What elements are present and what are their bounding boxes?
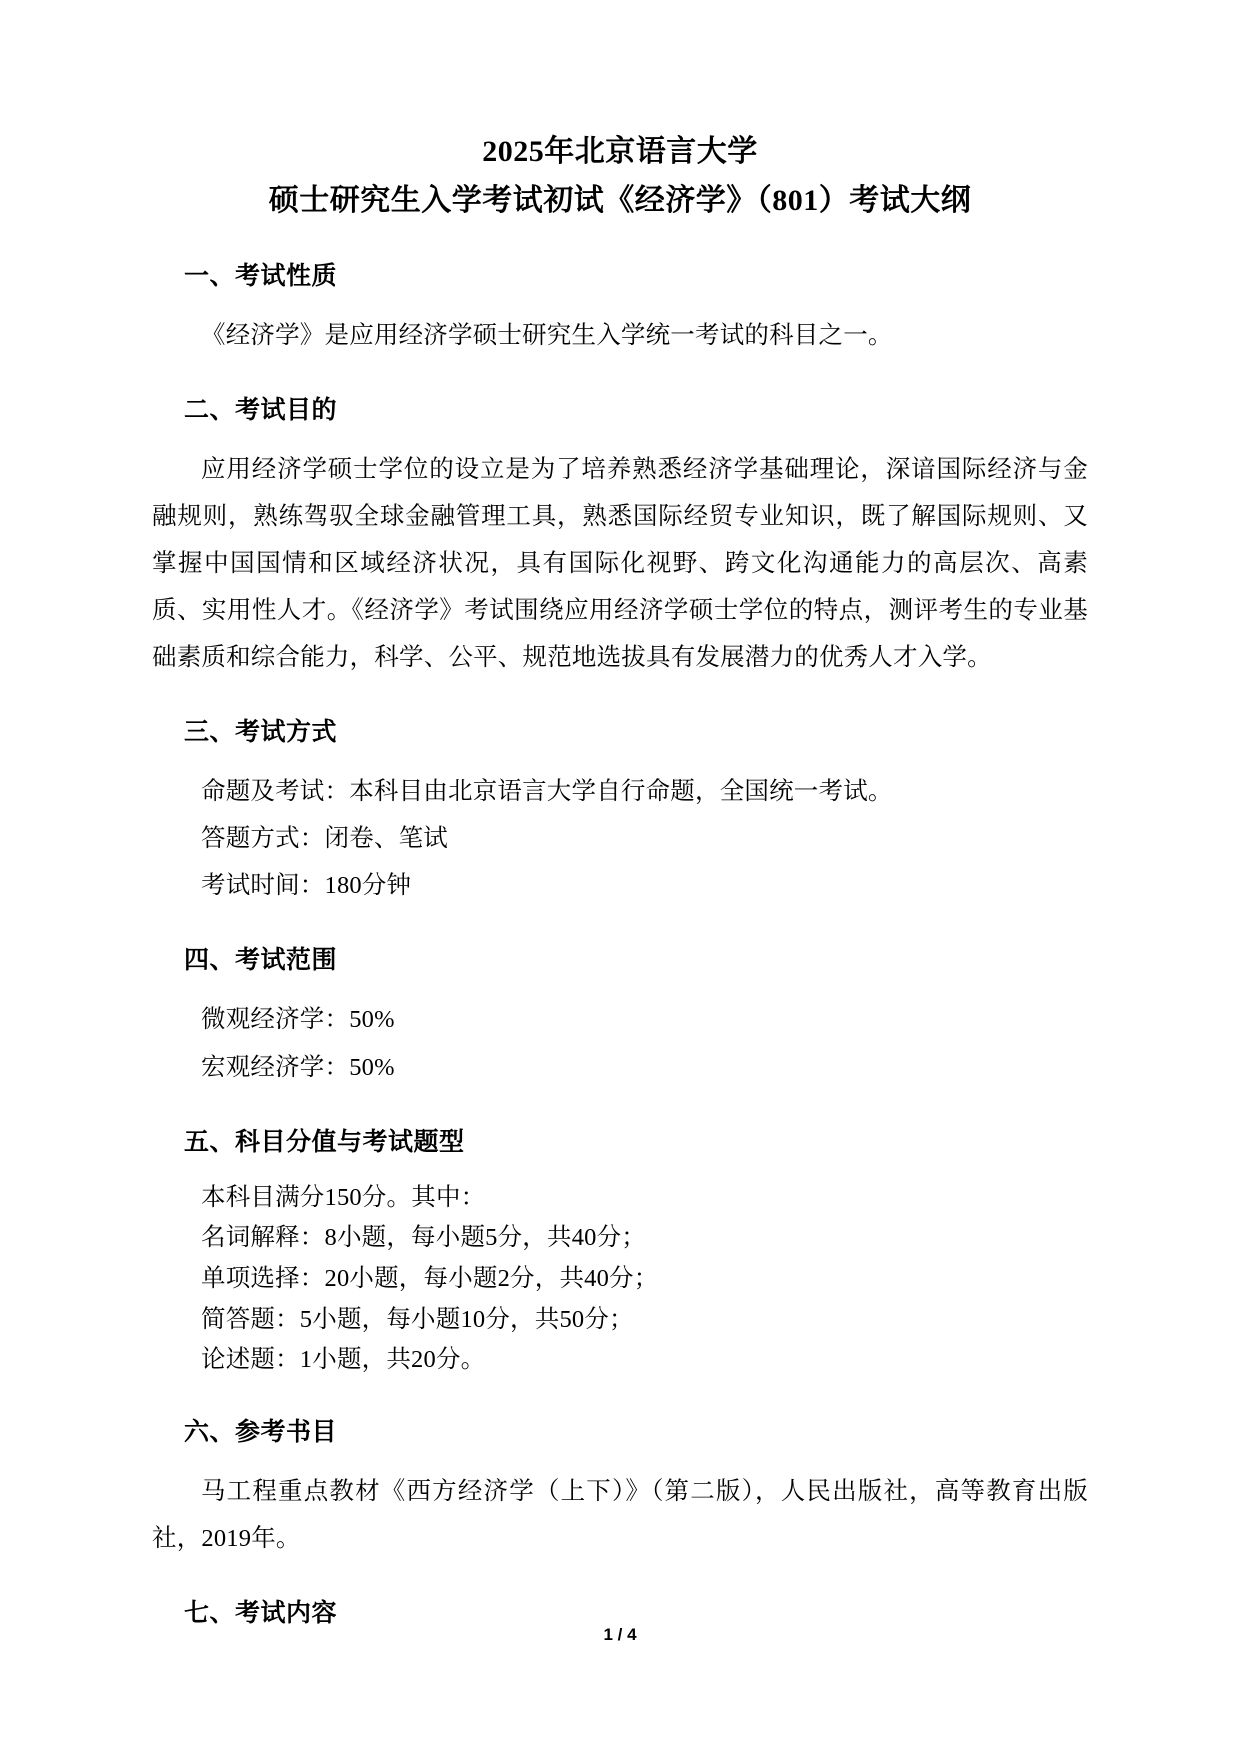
section-heading-4: 四、考试范围 [184,947,338,975]
spacer [152,1450,1088,1468]
spacer [152,1381,1088,1415]
scope-microeconomics: 微观经济学：50% [201,1006,395,1034]
exam-method-line: 命题及考试：本科目由北京语言大学自行命题，全国统一考试。 [201,778,893,806]
section-heading-5: 五、科目分值与考试题型 [184,1128,465,1156]
section-heading-2: 二、考试目的 [184,397,338,425]
spacer [152,1562,1088,1596]
spacer [152,294,1088,312]
document-content [152,128,1088,1631]
question-type-terms: 名词解释：8小题，每小题5分，共40分； [201,1224,646,1252]
question-type-essay: 论述题：1小题，共20分。 [201,1346,486,1374]
question-type-short-answer: 简答题：5小题，每小题10分，共50分； [201,1305,634,1333]
section-heading-6: 六、参考书目 [184,1418,338,1446]
reference-books-paragraph: 马工程重点教材《西方经济学（上下）》（第二版），人民出版社，高等教育出版社，2019年。 [152,1477,1088,1552]
question-type-multiple-choice: 单项选择：20小题，每小题2分，共40分； [201,1264,659,1292]
title-line-1: 2025年北京语言大学 [482,135,758,168]
spacer [152,359,1088,393]
spacer [152,750,1088,768]
spacer [152,1160,1088,1178]
spacer [152,428,1088,446]
exam-duration-line: 考试时间：180分钟 [201,872,412,900]
total-score-line: 本科目满分150分。其中： [201,1183,486,1211]
page-footer: 1 / 4 [603,1625,637,1644]
scope-macroeconomics: 宏观经济学：50% [201,1053,395,1081]
answer-method-line: 答题方式：闭卷、笔试 [201,825,448,853]
spacer [152,909,1088,943]
title-line-2: 硕士研究生入学考试初试《经济学》（801）考试大纲 [268,183,972,217]
section-heading-1: 一、考试性质 [184,263,338,291]
spacer [152,681,1088,715]
section-paragraph-2: 应用经济学硕士学位的设立是为了培养熟悉经济学基础理论，深谙国际经济与金融规则，熟练驾驭全球金融管理工具，熟悉国际经贸专业知识，既了解国际规则、又掌握中国国情和区域经济状况，具有国际化视野、跨文化沟通能力的高层次、高素质、实用性人才。《经济学》考试围绕应用经济学硕士学位的特点，测评考生的专业基础素质和综合能力，科学、公平、规范地选拔具有发展潜力的优秀人才入学。 [152,456,1088,672]
spacer [152,978,1088,996]
spacer [152,1091,1088,1125]
section-heading-7: 七、考试内容 [184,1599,338,1627]
section-paragraph-1: 《经济学》是应用经济学硕士研究生入学统一考试的科目之一。 [201,322,893,350]
spacer [152,225,1088,259]
page-title [152,128,1088,225]
section-heading-3: 三、考试方式 [184,719,338,747]
